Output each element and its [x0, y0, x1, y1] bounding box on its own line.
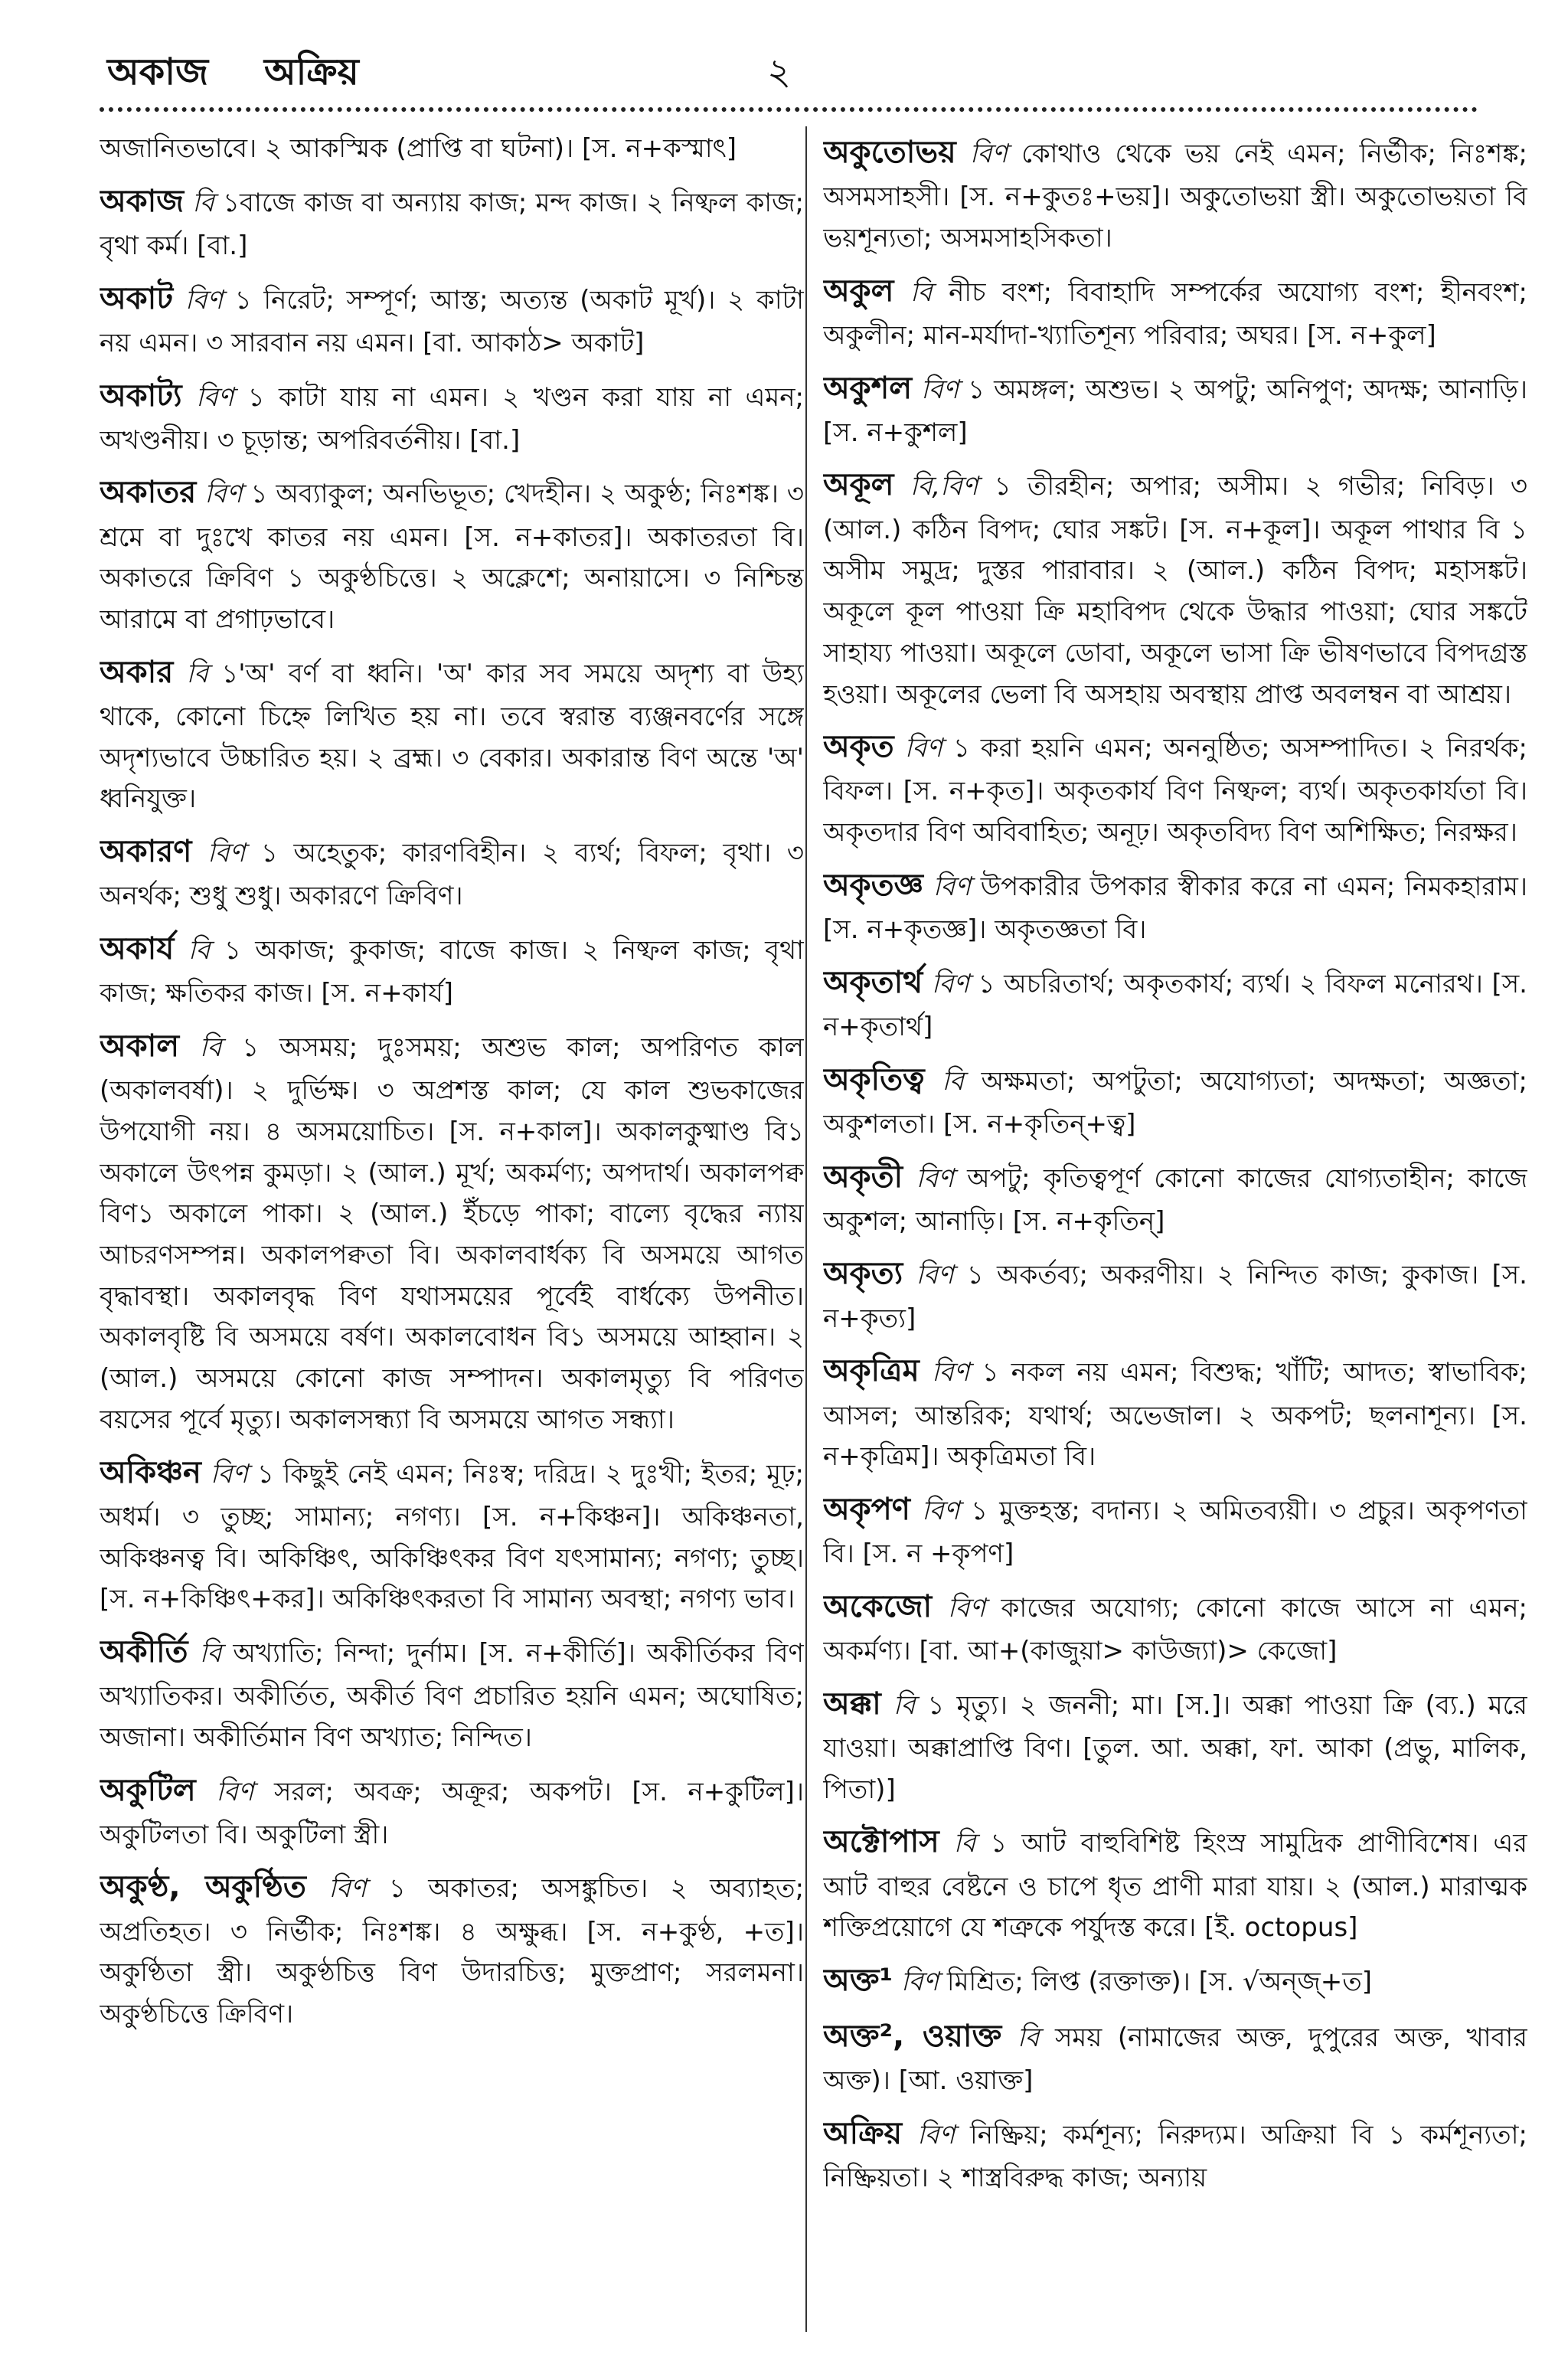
entry-part-of-speech: বিণ — [921, 1496, 960, 1526]
entry-part-of-speech: বি — [199, 1637, 222, 1669]
dictionary-entry — [823, 1056, 1527, 1146]
entry-part-of-speech: বিণ — [921, 374, 959, 405]
entry-headword: অক্টোপাস — [823, 1824, 939, 1860]
entry-part-of-speech: বি — [942, 1065, 964, 1097]
dictionary-entry — [100, 1022, 804, 1441]
entry-definition: ১ অব্যাকুল; অনভিভূত; খেদহীন। ২ অকুণ্ঠ; নিঃশঙ্ক। ৩ শ্রমে বা দুঃখে কাতর নয় এমন। [স. ন+কাতর]। অকাতরতা বি। অকাতরে ক্রিবিণ ১ অকুণ্ঠচিত্তে। ২ অক্লেশে; অনায়াসে। ৩ নিশ্চিন্ত আরামে বা প্রগাঢ়ভাবে। — [100, 479, 804, 636]
dictionary-entry — [100, 129, 804, 170]
left-column — [100, 129, 804, 2334]
entry-part-of-speech: বিণ — [210, 1458, 248, 1489]
entry-part-of-speech: বি — [186, 658, 209, 689]
entry-definition: ১'অ' বর্ণ বা ধ্বনি। 'অ' কার সব সময়ে অদৃশ্য বা উহ্য থাকে, কোনো চিহ্নে লিখিত হয় না। তবে স্বরান্ত ব্যঞ্জনবর্ণের সঙ্গে অদৃশ্যভাবে উচ্চারিত হয়। ২ ব্রহ্ম। ৩ বেকার। অকারান্ত বিণ অন্তে 'অ' ধ্বনিযুক্ত। — [100, 658, 804, 815]
entry-definition: ১ অকাজ; কুকাজ; বাজে কাজ। ২ নিষ্ফল কাজ; বৃথা কাজ; ক্ষতিকর কাজ। [স. ন+কার্য] — [100, 935, 804, 1009]
entry-part-of-speech: বি — [1017, 2022, 1040, 2054]
entry-part-of-speech: বি — [188, 935, 211, 966]
entry-part-of-speech: বিণ — [931, 1357, 970, 1388]
entry-headword: অকার্য — [100, 931, 175, 967]
dictionary-entry — [823, 1153, 1527, 1243]
entry-definition: ১ অকাতর; অসঙ্কুচিত। ২ অব্যাহত; অপ্রতিহত। ৩ নির্ভীক; নিঃশঙ্ক। ৪ অক্ষুব্ধ। [স. ন+কুণ্ঠ, +ত]। অকুণ্ঠিতা স্ত্রী। অকুণ্ঠচিত্ত বিণ উদারচিত্ত; মুক্তপ্রাণ; সরলমনা। অকুণ্ঠচিত্তে ক্রিবিণ। — [100, 1873, 804, 2030]
entry-headword: অকূল — [823, 467, 894, 503]
dictionary-entry — [823, 2110, 1527, 2199]
dictionary-entry — [100, 1767, 804, 1856]
dictionary-entry — [823, 1957, 1527, 2005]
entry-headword: অকারণ — [100, 834, 192, 870]
dictionary-entry — [823, 1347, 1527, 1478]
dictionary-entry — [100, 275, 804, 365]
entry-part-of-speech: বিণ — [931, 968, 969, 999]
entry-definition: নীচ বংশ; বিবাহাদি সম্পর্কের অযোগ্য বংশ; হীনবংশ; অকুলীন; মান-মর্যাদা-খ্যাতিশূন্য পরিবার; অঘর। [স. ন+কুল] — [823, 276, 1527, 351]
entry-part-of-speech: বি — [893, 1689, 916, 1721]
entry-definition: নিষ্ক্রিয়; কর্মশূন্য; নিরুদ্যম। অক্রিয়া বি ১ কর্মশূন্যতা; নিষ্ক্রিয়তা। ২ শাস্ত্রবিরুদ্ধ কাজ; অন্যায় — [823, 2120, 1527, 2194]
column-divider — [805, 126, 807, 2332]
entry-headword: অকুশল — [823, 370, 913, 406]
entry-part-of-speech: বিণ — [195, 381, 234, 413]
entry-part-of-speech: বিণ — [933, 871, 971, 902]
entry-definition: ১ অহেতুক; কারণবিহীন। ২ ব্যর্থ; বিফল; বৃথা। ৩ অনর্থক; শুধু শুধু। অকারণে ক্রিবিণ। — [100, 838, 804, 912]
dictionary-entry — [100, 1863, 804, 2035]
guide-word-last: অক্রিয় — [264, 51, 359, 93]
entry-headword: অকৃত — [823, 729, 894, 765]
entry-part-of-speech: বিণ — [204, 479, 243, 510]
dictionary-entry — [100, 1628, 804, 1759]
dictionary-entry — [823, 129, 1527, 260]
entry-headword: অকৃতজ্ঞ — [823, 867, 923, 903]
entry-part-of-speech: বিণ — [207, 838, 246, 869]
entry-definition: ১ নকল নয় এমন; বিশুদ্ধ; খাঁটি; আদত; স্বাভাবিক; আসল; আন্তরিক; যথার্থ; অভেজাল। ২ অকপট; ছলনাশূন্য। [স. ন+কৃত্রিম]। অকৃত্রিমতা বি। — [823, 1357, 1527, 1473]
dictionary-entry — [823, 959, 1527, 1048]
entry-part-of-speech: বিণ — [328, 1873, 367, 1905]
entry-definition: ১ অচরিতার্থ; অকৃতকার্য; ব্যর্থ। ২ বিফল মনোরথ। [স. ন+কৃতার্থ] — [823, 968, 1527, 1042]
dictionary-entry — [823, 461, 1527, 715]
dictionary-entry — [823, 862, 1527, 951]
entry-definition: ১ নিরেট; সম্পূর্ণ; আস্ত; অত্যন্ত (অকাট মূর্খ)। ২ কাটা নয় এমন। ৩ সারবান নয় এমন। [বা. আকাঠ> অকাট] — [100, 284, 804, 358]
entry-definition: কোথাও থেকে ভয় নেই এমন; নির্ভীক; নিঃশঙ্ক; অসমসাহসী। [স. ন+কুতঃ+ভয়]। অকুতোভয়া স্ত্রী। অকুতোভয়তা বি ভয়শূন্যতা; অসমসাহসিকতা। — [823, 139, 1527, 253]
dictionary-entry — [100, 1449, 804, 1620]
entry-headword: অকৃতার্থ — [823, 964, 923, 1000]
dictionary-entry — [100, 372, 804, 462]
dictionary-entry — [823, 2013, 1527, 2102]
guide-word-first: অকাজ — [107, 51, 209, 93]
dictionary-entry — [100, 178, 804, 267]
entry-part-of-speech: বিণ — [916, 2120, 956, 2151]
entry-headword: অকৃত্রিম — [823, 1353, 920, 1389]
entry-part-of-speech: বিণ — [216, 1776, 254, 1807]
page-number: ২ — [767, 51, 792, 93]
entry-part-of-speech: বিণ — [916, 1162, 954, 1194]
entry-definition: ১ অসময়; দুঃসময়; অশুভ কাল; অপরিণত কাল (অকালবর্ষা)। ২ দুর্ভিক্ষ। ৩ অপ্রশস্ত কাল; যে কাল শুভকাজের উপযোগী নয়। ৪ অসময়োচিত। [স. ন+কাল]। অকালকুষ্মাণ্ড বি১ অকালে উৎপন্ন কুমড়া। ২ (আল.) মূর্খ; অকর্মণ্য; অপদার্থ। অকালপক্ব বিণ১ অকালে পাকা। ২ (আল.) ইঁচড়ে পাকা; বাল্যে বৃদ্ধের ন্যায় আচরণসম্পন্ন। অকালপক্বতা বি। অকালবার্ধক্য বি অসময়ে আগত বৃদ্ধাবস্থা। অকালবৃদ্ধ বিণ যথাসময়ের পূর্বেই বার্ধক্যে উপনীত। অকালবৃষ্টি বি অসময়ে বর্ষণ। অকালবোধন বি১ অসময়ে আহ্বান। ২ (আল.) অসময়ে কোনো কাজ সম্পাদন। অকালমৃত্যু বি পরিণত বয়সের পূর্বে মৃত্যু। অকালসন্ধ্যা বি অসময়ে আগত সন্ধ্যা। — [100, 1032, 804, 1435]
entry-headword: অকাল — [100, 1028, 180, 1064]
entry-headword: অকুণ্ঠ, অকুণ্ঠিত — [100, 1869, 306, 1905]
entry-definition: ১ মৃত্যু। ২ জননী; মা। [স.]। অক্কা পাওয়া ক্রি (ব্য.) মরে যাওয়া। অক্কাপ্রাপ্তি বিণ। [তুল. আ. অক্কা, ফা. আকা (প্রভু, মালিক, পিতা)] — [823, 1689, 1527, 1805]
entry-definition: ১ অমঙ্গল; অশুভ। ২ অপটু; অনিপুণ; অদক্ষ; আনাড়ি। [স. ন+কুশল] — [823, 374, 1527, 448]
dictionary-entry — [823, 723, 1527, 854]
dictionary-entry — [823, 365, 1527, 454]
dictionary-entry — [100, 649, 804, 820]
entry-definition: ১ করা হয়নি এমন; অননুষ্ঠিত; অসম্পাদিত। ২ নিরর্থক; বিফল। [স. ন+কৃত]। অকৃতকার্য বিণ নিষ্ফল; ব্যর্থ। অকৃতকার্যতা বি। অকৃতদার বিণ অবিবাহিত; অনূঢ়। অকৃতবিদ্য বিণ অশিক্ষিত; নিরক্ষর। — [823, 733, 1527, 849]
entry-definition: উপকারীর উপকার স্বীকার করে না এমন; নিমকহারাম। [স. ন+কৃতজ্ঞ]। অকৃতজ্ঞতা বি। — [823, 871, 1527, 946]
dictionary-entry — [823, 1818, 1527, 1949]
entry-headword: অকাট — [100, 280, 174, 316]
entry-part-of-speech: বি,বিণ — [910, 471, 978, 502]
entry-definition: মিশ্রিত; লিপ্ত (রক্তাক্ত)। [স. √অন্জ্+ত] — [946, 1967, 1373, 1998]
dictionary-entry — [823, 1583, 1527, 1673]
entry-headword: অকাট্য — [100, 378, 182, 414]
entry-headword: অকুল — [823, 273, 894, 309]
entry-headword: অক্ত¹ — [823, 1963, 893, 1999]
entry-headword: অক্রিয় — [823, 2116, 903, 2152]
entry-headword: অকুতোভয় — [823, 135, 956, 170]
entry-part-of-speech: বিণ — [947, 1592, 985, 1624]
entry-definition: সরল; অবক্র; অক্রূর; অকপট। [স. ন+কুটিল]। অকুটিলতা বি। অকুটিলা স্ত্রী। — [100, 1776, 804, 1850]
dictionary-entry — [823, 1680, 1527, 1811]
entry-part-of-speech: বিণ — [185, 284, 223, 316]
entry-headword: অকেজো — [823, 1588, 933, 1624]
entry-part-of-speech: বিণ — [900, 1967, 939, 1998]
entry-part-of-speech: বি — [199, 1032, 222, 1063]
entry-headword: অকীর্তি — [100, 1633, 188, 1669]
entry-definition: কাজের অযোগ্য; কোনো কাজে আসে না এমন; অকর্মণ্য। [বা. আ+(কাজুয়া> কাউজ্যা)> কেজো] — [823, 1592, 1527, 1667]
right-column — [823, 129, 1527, 2334]
entry-definition: ১ তীরহীন; অপার; অসীম। ২ গভীর; নিবিড়। ৩ (আল.) কঠিন বিপদ; ঘোর সঙ্কট। [স. ন+কূল]। অকূল পাথার বি ১ অসীম সমুদ্র; দুস্তর পারাবার। ২ (আল.) কঠিন বিপদ; মহাসঙ্কট। অকূলে কূল পাওয়া ক্রি মহাবিপদ থেকে উদ্ধার পাওয়া; ঘোর সঙ্কটে সাহায্য পাওয়া। অকূলে ডোবা, অকূলে ভাসা ক্রি ভীষণভাবে বিপদগ্রস্ত হওয়া। অকূলের ভেলা বি অসহায় অবস্থায় প্রাপ্ত অবলম্বন বা আশ্রয়। — [823, 471, 1527, 710]
entry-headword: অকাতর — [100, 475, 197, 511]
entry-definition: অখ্যাতি; নিন্দা; দুর্নাম। [স. ন+কীর্তি]। অকীর্তিকর বিণ অখ্যাতিকর। অকীর্তিত, অকীর্ত বিণ প্রচারিত হয়নি এমন; অঘোষিত; অজানা। অকীর্তিমান বিণ অখ্যাত; নিন্দিত। — [100, 1637, 804, 1753]
entry-headword: অকৃপণ — [823, 1492, 910, 1527]
entry-headword: অকৃতী — [823, 1159, 903, 1195]
entry-definition: ১ কাটা যায় না এমন। ২ খণ্ডন করা যায় না এমন; অখণ্ডনীয়। ৩ চূড়ান্ত; অপরিবর্তনীয়। [বা.] — [100, 381, 804, 456]
dictionary-entry — [100, 925, 804, 1015]
entry-definition: অক্ষমতা; অপটুতা; অযোগ্যতা; অদক্ষতা; অজ্ঞতা; অকুশলতা। [স. ন+কৃতিন্+ত্ব] — [823, 1065, 1527, 1140]
entry-headword: অকৃতিত্ব — [823, 1061, 925, 1097]
dictionary-entry — [823, 267, 1527, 357]
dictionary-entry — [823, 1250, 1527, 1339]
entry-part-of-speech: বি — [192, 187, 214, 218]
dictionary-entry — [100, 828, 804, 917]
entry-part-of-speech: বিণ — [916, 1260, 954, 1291]
entry-definition: অপটু; কৃতিত্বপূর্ণ কোনো কাজের যোগ্যতাহীন; কাজে অকুশল; আনাড়ি। [স. ন+কৃতিন্] — [823, 1162, 1527, 1237]
entry-definition: ১ আট বাহুবিশিষ্ট হিংস্র সামুদ্রিক প্রাণীবিশেষ। এর আট বাহুর বেষ্টনে ও চাপে ধৃত প্রাণী মারা যায়। ২ (আল.) মারাত্মক শক্তিপ্রয়োগে যে শত্রুকে পর্যুদস্ত করে। [ই. octopus] — [823, 1828, 1527, 1944]
dictionary-entry — [823, 1486, 1527, 1575]
dictionary-entry — [100, 469, 804, 640]
header-divider — [100, 107, 1478, 112]
entry-definition: অজানিতভাবে। ২ আকস্মিক (প্রাপ্তি বা ঘটনা)। [স. ন+কস্মাৎ] — [100, 133, 737, 164]
entry-definition: ১ মুক্তহস্ত; বদান্য। ২ অমিতব্যয়ী। ৩ প্রচুর। অকৃপণতা বি। [স. ন +কৃপণ] — [823, 1496, 1527, 1570]
entry-part-of-speech: বি — [910, 276, 933, 308]
entry-part-of-speech: বি — [953, 1828, 976, 1859]
entry-part-of-speech: বিণ — [969, 139, 1008, 169]
entry-headword: অকিঞ্চন — [100, 1454, 201, 1490]
entry-definition: ১ অকর্তব্য; অকরণীয়। ২ নিন্দিত কাজ; কুকাজ। [স. ন+কৃত্য] — [823, 1260, 1527, 1334]
entry-headword: অক্কা — [823, 1686, 881, 1722]
entry-definition: ১বাজে কাজ বা অন্যায় কাজ; মন্দ কাজ। ২ নিষ্ফল কাজ; বৃথা কর্ম। [বা.] — [100, 187, 804, 261]
entry-headword: অকুটিল — [100, 1772, 196, 1808]
entry-definition: ১ কিছুই নেই এমন; নিঃস্ব; দরিদ্র। ২ দুঃখী; ইতর; মূঢ়; অধর্ম। ৩ তুচ্ছ; সামান্য; নগণ্য। [স. ন+কিঞ্চন]। অকিঞ্চনতা, অকিঞ্চনত্ব বি। অকিঞ্চিৎ, অকিঞ্চিৎকর বিণ যৎসামান্য; নগণ্য; তুচ্ছ। [স. ন+কিঞ্চিৎ+কর]। অকিঞ্চিৎকরতা বি সামান্য অবস্থা; নগণ্য ভাব। — [100, 1458, 804, 1615]
entry-definition: সময় (নামাজের অক্ত, দুপুরের অক্ত, খাবার অক্ত)। [আ. ওয়াক্ত] — [823, 2022, 1527, 2097]
entry-headword: অক্ত², ওয়াক্ত — [823, 2019, 1002, 2055]
entry-headword: অকাজ — [100, 183, 185, 219]
entry-headword: অকার — [100, 654, 174, 690]
entry-headword: অকৃত্য — [823, 1256, 903, 1292]
entry-part-of-speech: বিণ — [904, 733, 942, 764]
